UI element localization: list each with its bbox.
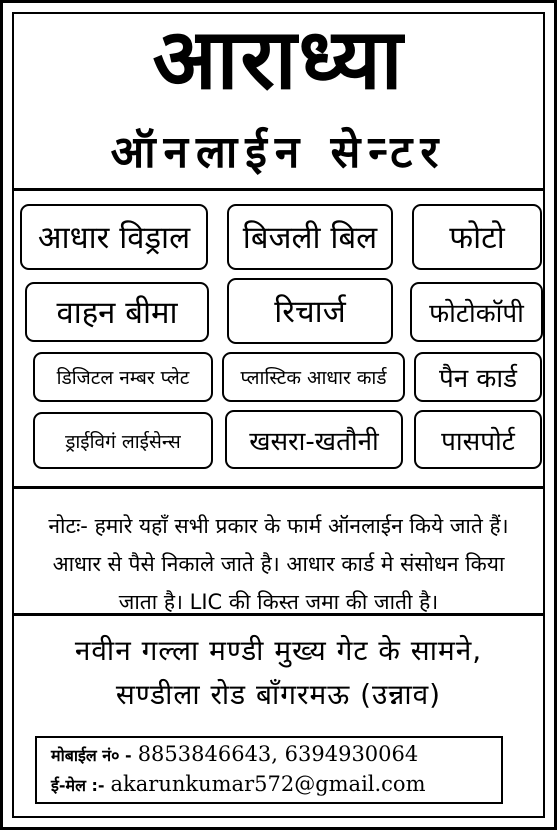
note-line: नोटः- हमारे यहाँ सभी प्रकार के फार्म ऑनलाईन किये जाते हैं। bbox=[48, 514, 509, 538]
service-khasra-khatauni: खसरा-खतौनी bbox=[225, 410, 403, 469]
contact-box bbox=[35, 736, 503, 804]
address bbox=[3, 629, 554, 717]
service-electricity-bill: बिजली बिल bbox=[227, 204, 393, 270]
service-passport: पासपोर्ट bbox=[414, 410, 542, 469]
divider bbox=[13, 188, 544, 191]
service-plastic-aadhaar-card: प्लास्टिक आधार कार्ड bbox=[222, 352, 405, 402]
email-label: ई-मेल :- bbox=[51, 776, 105, 795]
service-recharge: रिचार्ज bbox=[227, 278, 393, 344]
address-line: नवीन गल्ला मण्डी मुख्य गेट के सामने, bbox=[74, 634, 483, 667]
email-address[interactable]: akarunkumar572@gmail.com bbox=[110, 772, 426, 796]
service-photo: फोटो bbox=[412, 204, 542, 270]
mobile-row bbox=[51, 742, 501, 772]
service-aadhaar-withdrawal: आधार विड्राल bbox=[20, 204, 208, 270]
service-photocopy: फोटोकॉपी bbox=[410, 282, 543, 342]
note-section bbox=[13, 486, 544, 616]
shop-subtitle: ऑनलाईन सेन्टर bbox=[110, 127, 447, 178]
note-line: जाता है। LIC की किस्त जमा की जाती है। bbox=[118, 590, 439, 614]
shop-title: आराध्या bbox=[152, 10, 405, 108]
service-driving-license: ड्राईविगं लाईसेन्स bbox=[33, 412, 213, 469]
email-row bbox=[51, 772, 501, 802]
mobile-numbers[interactable]: 8853846643, 6394930064 bbox=[137, 742, 419, 766]
service-digital-number-plate: डिजिटल नम्बर प्लेट bbox=[33, 352, 213, 402]
service-pan-card: पैन कार्ड bbox=[414, 352, 542, 402]
mobile-label: मोबाईल नं० - bbox=[51, 746, 132, 765]
service-vehicle-insurance: वाहन बीमा bbox=[25, 282, 209, 342]
note-line: आधार से पैसे निकाले जाते है। आधार कार्ड मे संसोधन किया bbox=[52, 552, 505, 576]
address-line: सण्डीला रोड बाँगरमऊ (उन्नाव) bbox=[115, 678, 442, 711]
